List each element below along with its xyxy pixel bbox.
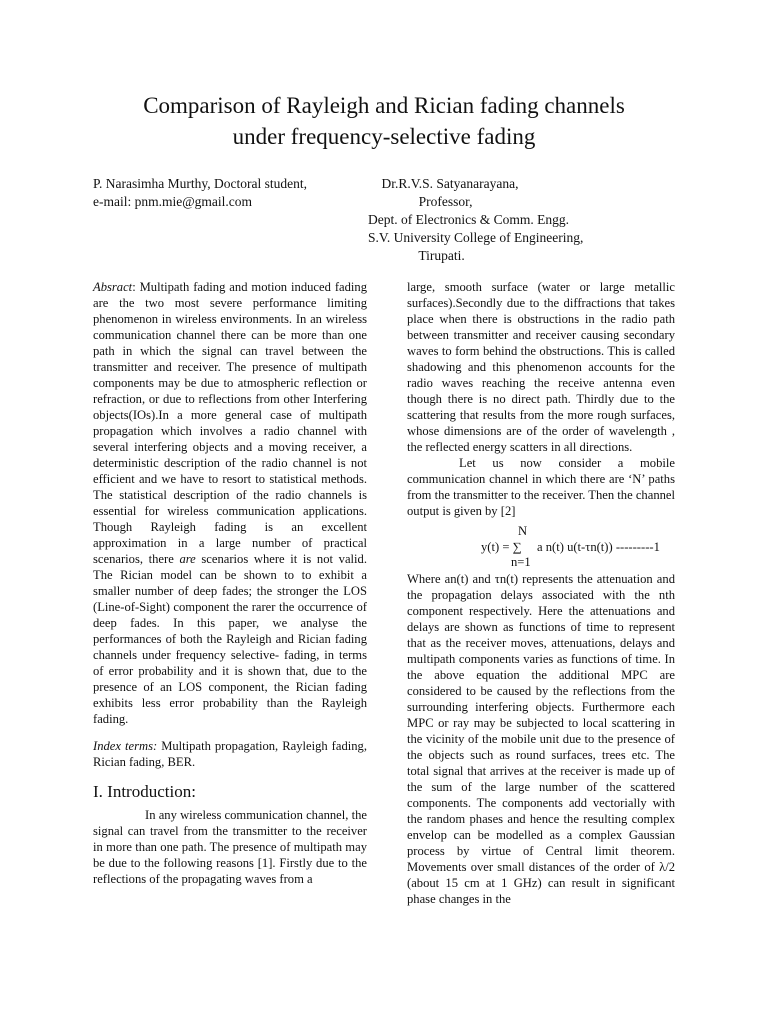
index-terms-text: Multipath propagation, Rayleigh fading, Rician fading, BER. xyxy=(93,739,368,769)
right-column xyxy=(407,279,675,907)
body-paragraph-3: Where an(t) and τn(t) represents the attenuation and the propagation delays associated with the nth component respectively. Here the attenuations and delays are shown as functions of time to represent that as the receiver moves, attenuations, delays and multipath components varies as functions of time. In the above equation the additional MPC are considered to be caused by the reflections from the surrounding interfering objects. Furthermore each MPC or ray may be subjected to local scattering in the vicinity of the mobile unit due to the presence of the objects such as round surfaces, trees etc. The total signal that arrives at the receiver is made up of the sum of the large number of the scattered components. The components add vectorially with the random phases and hence the resulting complex envelop can be modelled as a complex Gaussian process by virtue of Central limit theorem. Movements over small distances of the order of λ/2 (about 15 cm at 1 GHz) can result in significant phase changes in the xyxy=(407,572,675,906)
abstract-text-2: scenarios where it is not valid. The Rician model can be shown to to exhibit a smaller number of deep fades; the stronger the LOS (Line-of-Sight) component the rarer the occurrence of deep fades. In this paper, we analyse the performances of both the Rayleigh and Rician fading channels under frequency selective- fading, in terms of error probability and it is shown that, due to the presence of an LOS component, the Rician fading exhibits less error probability than the Rayleigh fading. xyxy=(93,552,367,726)
abstract-text: : Multipath fading and motion induced fading are the two most severe performance limiting phenomenon in wireless environments. In an wireless communication channel there can be more than one path in which the signal can travel between the transmitter and receiver. The presence of multipath components may be due to atmospheric reflection or refraction, or due to reflections from other Interfering objects(IOs).In a more general case of multipath propagation which involves a radio channel with several interfering objects and a moving receiver, a deterministic description of the radio channel is not efficient and we have to resort to statistical methods. The statistical description of the radio channels is essential for wireless communication applications. Though Rayleigh fading is an excellent approximation in a large number of practical scenarios, there xyxy=(93,280,367,566)
equation-1 xyxy=(407,523,675,567)
equation-rhs: a n(t) u(t-τn(t)) ---------1 xyxy=(537,540,660,554)
intro-paragraph: In any wireless communication channel, the signal can travel from the transmitter to the receiver in more than one path. The presence of multipath may be due to the following reasons [1]. Firstly due to the reflections of the propagating waves from a xyxy=(93,808,367,886)
abstract-italic-word: are xyxy=(179,552,196,566)
equation-lhs: y(t) = ∑ xyxy=(481,540,522,554)
coauthor-dept: Dept. of Electronics & Comm. Engg. xyxy=(368,212,569,227)
coauthor-name: Dr.R.V.S. Satyanarayana, xyxy=(368,176,519,191)
coauthor-city: Tirupati. xyxy=(368,248,465,263)
equation-upper-limit: N xyxy=(518,524,528,538)
equation-lower-limit: n=1 xyxy=(511,555,531,569)
left-column xyxy=(93,279,367,887)
title-line-1: Comparison of Rayleigh and Rician fading channels xyxy=(143,93,625,118)
author-email: e-mail: pnm.mie@gmail.com xyxy=(93,194,253,209)
title-line-2: under frequency-selective fading xyxy=(232,124,536,149)
section-heading-introduction: I. Introduction: xyxy=(93,782,196,801)
author-right-block xyxy=(368,175,668,265)
body-paragraph-2: Let us now consider a mobile communication channel in which there are ‘N’ paths from the transmitter to the receiver. Then the channel output is given by [2] xyxy=(407,456,675,518)
body-paragraph-1: large, smooth surface (water or large metallic surfaces).Secondly due to the diffractions that takes place when there is obstructions in the radio path between transmitter and receiver causing secondary waves to form behind the obstructions. This is called shadowing and this phenomenon accounts for the radio waves reaching the receive antenna even though there is no direct path. Thirdly due to the scattering that results from the more rough surfaces, whose dimensions are of the order of wavelength , the reflected energy scatters in all directions. xyxy=(407,280,675,454)
coauthor-title: Professor, xyxy=(368,194,473,209)
coauthor-college: S.V. University College of Engineering, xyxy=(368,230,584,245)
index-terms-label: Index terms: xyxy=(93,739,158,753)
abstract-label: Absract xyxy=(93,280,133,294)
abstract xyxy=(93,279,367,727)
author-name: P. Narasimha Murthy, Doctoral student, xyxy=(93,176,307,191)
paper-title xyxy=(60,90,708,152)
author-left-block xyxy=(93,175,307,211)
index-terms xyxy=(93,738,367,770)
